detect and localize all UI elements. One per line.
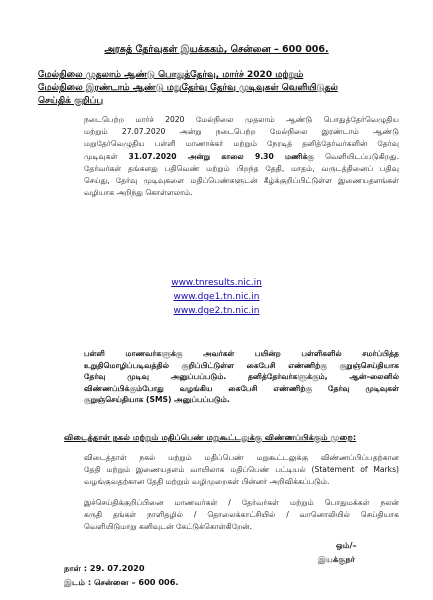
- revaluation-paragraph: [84, 452, 399, 489]
- para1-line-3: மறுதேர்வெழுதிய பள்ளி மாணாக்கர் மற்றும் நேரடித் தனித்தேர்வர்களின் தேர்வு: [84, 139, 399, 149]
- para1-line-2: மற்றும் 27.07.2020 அன்று நடைபெற்ற மேல்நிலை இரண்டாம் ஆண்டு: [84, 127, 399, 137]
- para3-line-2: தேதி மற்றும் இணையதளம் வாயிலாக மதிப்பெண் பட்டியல் (Statement of Marks): [84, 465, 399, 475]
- results-websites: [0, 276, 433, 318]
- heading-line-3: செய்திக் குறிப்பு: [38, 96, 104, 106]
- document-date: [64, 563, 145, 575]
- result-datetime: 31.07.2020 அன்று காலை 9.30 மணிக்கு: [128, 151, 315, 161]
- para2-line-2: உறுதிமொழிப்படிவத்தில் குறிப்பிட்டுள்ள கைபேசி எண்ணிற்கு குறுஞ்செய்தியாக: [84, 360, 399, 370]
- para1-line-1: நடைபெற்ற மார்ச் 2020 மேல்நிலை முதலாம் ஆண்டு பொதுத்தேர்வெழுதிய: [84, 115, 399, 124]
- para1-line-7: வழியாக அறிந்து கொள்ளலாம்.: [84, 188, 193, 198]
- para1-line-4: [84, 151, 399, 163]
- para4-line-3: வெளியிடுமாறு கனிவுடன் கேட்டுக்கொள்கிறேன்.: [84, 522, 253, 532]
- website-link-dge1[interactable]: www.dge1.tn.nic.in: [173, 292, 260, 302]
- para2-line-5: குறுஞ்செய்தியாக (SMS) அனுப்பப்படும்.: [84, 395, 230, 404]
- heading-line-2: மேல்நிலை இரண்டாம் ஆண்டு மறுதேர்வு தேர்வு முடிவுகள் வெளியிடுதல்: [38, 83, 338, 93]
- signature-designation: இயக்குநர்: [318, 554, 355, 564]
- heading-line-1: மேல்நிலை முதலாம் ஆண்டு பொதுத்தேர்வு, மார்ச் 2020 மற்றும்: [38, 70, 304, 80]
- para3-line-3: வழங்குவதற்கான தேதி மற்றும் வழிமுறைகள் பின்னர் அறிவிக்கப்படும்.: [84, 477, 330, 487]
- para2-line-1: பள்ளி மாணவர்களுக்கு அவர்கள் பயின்ற பள்ளிகளில் சமர்ப்பித்த: [84, 349, 399, 358]
- document-heading: [38, 69, 398, 108]
- para1-line-6: செய்து, தேர்வு முடிவுகளை மதிப்பெண்களுடன் கீழ்க்குறிப்பிட்டுள்ள இணையதளங்கள்: [84, 176, 399, 186]
- office-title: அரசுத் தேர்வுகள் இயக்ககம், சென்னை – 600 006.: [104, 44, 329, 55]
- para1-line-4-c: வெளியிடப்படுகிறது.: [325, 151, 399, 161]
- results-announcement-paragraph: [84, 114, 399, 199]
- signature-signed: ஒம்/–: [336, 540, 357, 550]
- para1-line-4-a: முடிவுகள்: [84, 151, 118, 161]
- para4-line-2: கருதி தங்கள் நாளிதழில் / தொலைக்காட்சியில் / வானொலியில் செய்தியாக: [84, 510, 399, 520]
- para4-line-1: இச்செய்திக்குறிப்பினை மாணவர்கள் / தேர்வர்கள் மற்றும் பொதுமக்கள் நலன்: [84, 498, 399, 507]
- date-value: 29. 07.2020: [89, 563, 145, 573]
- place-label: இடம் :: [64, 577, 92, 587]
- sms-notice-paragraph: [84, 348, 399, 406]
- revaluation-subheading: விடைத்தாள் நகல் மற்றும் மதிப்பெண் மறுகூட்டலுக்கு விண்ணப்பிக்கும் முறை:: [64, 432, 357, 442]
- website-link-tnresults[interactable]: www.tnresults.nic.in: [171, 278, 262, 288]
- place-value: சென்னை – 600 006.: [94, 577, 179, 587]
- para2-line-4: விண்ணப்பிக்கும்போது வழங்கிய கைபேசி எண்ணிற்கு தேர்வு முடிவுகள்: [84, 383, 399, 393]
- website-link-dge2[interactable]: www.dge2.tn.nic.in: [173, 306, 260, 316]
- para2-line-3: தேர்வு முடிவு அனுப்பப்படும். தனித்தேர்வர்களுக்கும், ஆன்–லைனில்: [84, 372, 399, 381]
- date-label: நாள் :: [64, 563, 88, 573]
- para1-line-5: தேர்வர்கள் தங்களது பதிவெண் மற்றும் பிறந்த தேதி, மாதம், வருடத்தினைப் பதிவு: [84, 163, 399, 173]
- document-place: [64, 577, 179, 589]
- para3-line-1: விடைத்தாள் நகல் மற்றும் மதிப்பெண் மறுகூட்டலுக்கு விண்ணப்பிப்பதற்கான: [84, 453, 399, 462]
- publication-request-paragraph: [84, 497, 399, 534]
